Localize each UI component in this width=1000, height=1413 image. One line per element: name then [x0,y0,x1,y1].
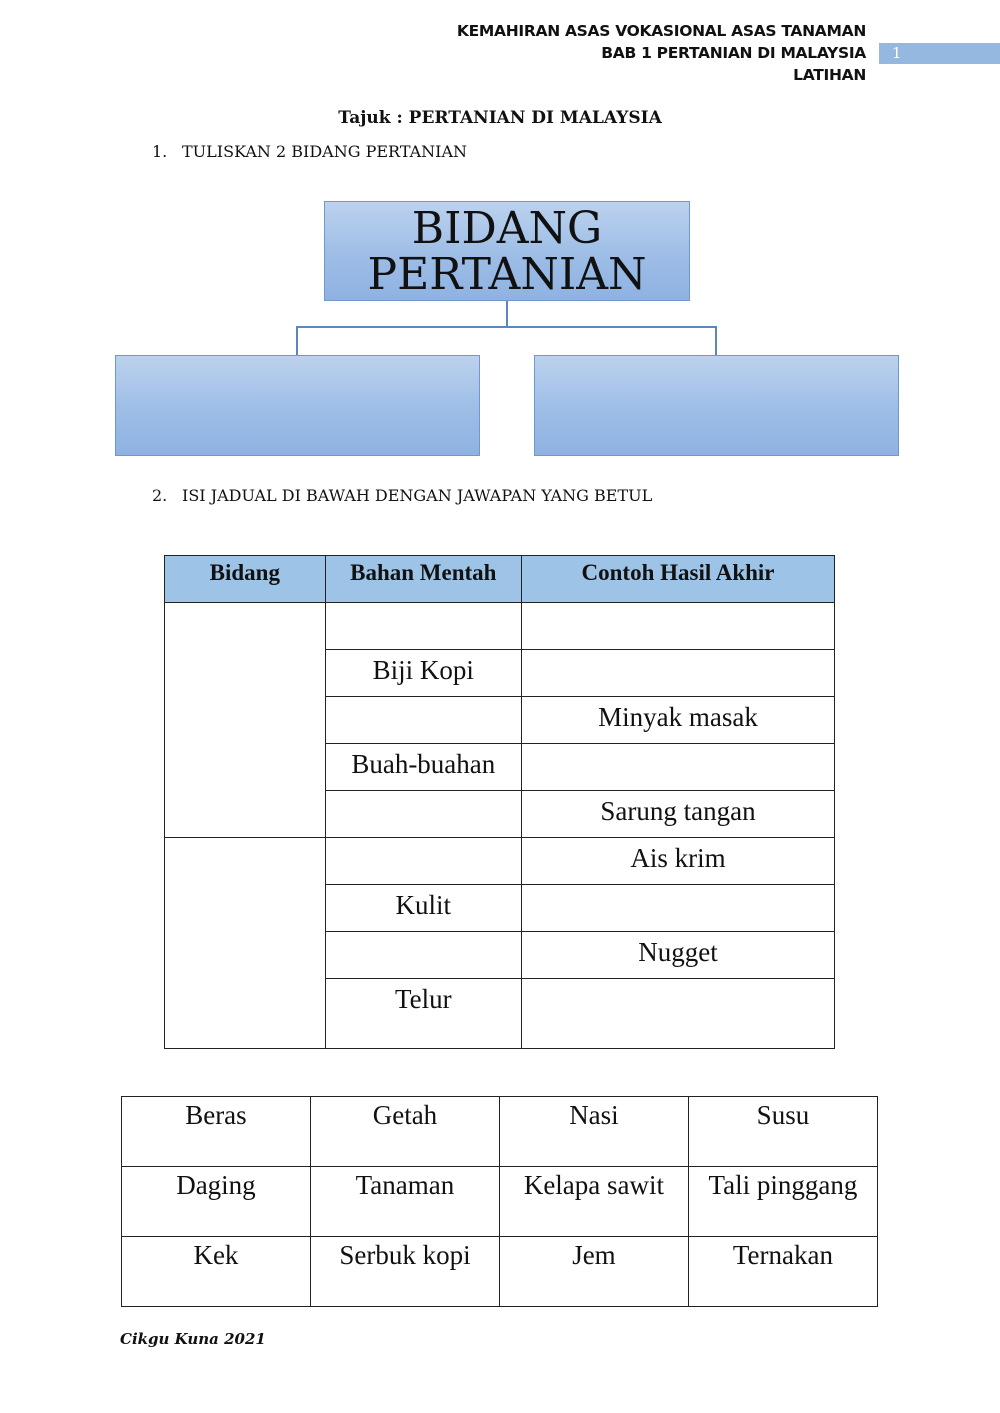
word-bank-item[interactable]: Daging [122,1167,311,1237]
bahan-cell: Kulit [325,885,521,932]
word-bank-item[interactable]: Beras [122,1097,311,1167]
header-line-1: KEMAHIRAN ASAS VOKASIONAL ASAS TANAMAN [456,22,866,40]
footer-author: Cikgu Kuna 2021 [120,1330,266,1348]
bahan-cell[interactable] [325,932,521,979]
page-title: Tajuk : PERTANIAN DI MALAYSIA [338,108,662,128]
header-line-2: BAB 1 PERTANIAN DI MALAYSIA [601,44,866,62]
header-bahan-mentah: Bahan Mentah [325,556,521,603]
word-bank-item[interactable]: Jem [500,1237,689,1307]
bahan-cell: Telur [325,979,521,1049]
header-bidang: Bidang [165,556,326,603]
word-bank-row [122,1237,878,1307]
header-contoh-hasil-akhir: Contoh Hasil Akhir [522,556,835,603]
hasil-cell[interactable] [522,979,835,1049]
hasil-cell[interactable] [522,744,835,791]
hasil-cell: Minyak masak [522,697,835,744]
connector-horizontal [296,326,717,328]
word-bank-item[interactable]: Tali pinggang [688,1167,877,1237]
question-1-number: 1. [152,142,168,161]
diagram-root-box [324,201,690,301]
word-bank-row [122,1097,878,1167]
hasil-cell[interactable] [522,885,835,932]
bidang-cell-2[interactable] [165,838,326,1049]
word-bank-row [122,1167,878,1237]
bahan-cell[interactable] [325,838,521,885]
table-row [165,838,835,885]
document-header [457,20,866,86]
hasil-cell: Nugget [522,932,835,979]
bahan-cell[interactable] [325,697,521,744]
connector-vertical-right [715,326,717,355]
page-number: 1 [892,44,902,62]
diagram-root-line-1: BIDANG [411,203,603,254]
question-1-text: TULISKAN 2 BIDANG PERTANIAN [182,142,468,161]
diagram-answer-box-left[interactable] [115,355,480,456]
word-bank-item[interactable]: Tanaman [310,1167,499,1237]
bahan-cell: Buah-buahan [325,744,521,791]
question-2 [152,486,652,505]
answer-table [164,555,835,1049]
connector-vertical-left [296,326,298,355]
hasil-cell[interactable] [522,650,835,697]
table-row [165,603,835,650]
bidang-cell-1[interactable] [165,603,326,838]
question-2-number: 2. [152,486,168,505]
word-bank-item[interactable]: Nasi [500,1097,689,1167]
table-header-row [165,556,835,603]
bahan-cell: Biji Kopi [325,650,521,697]
word-bank-item[interactable]: Kek [122,1237,311,1307]
question-2-text: ISI JADUAL DI BAWAH DENGAN JAWAPAN YANG BETUL [182,486,653,505]
bahan-cell[interactable] [325,603,521,650]
word-bank-item[interactable]: Ternakan [688,1237,877,1307]
word-bank-item[interactable]: Kelapa sawit [500,1167,689,1237]
word-bank-item[interactable]: Getah [310,1097,499,1167]
hasil-cell: Sarung tangan [522,791,835,838]
hasil-cell: Ais krim [522,838,835,885]
connector-vertical-root [506,301,508,327]
header-line-3: LATIHAN [793,66,866,84]
bahan-cell[interactable] [325,791,521,838]
question-1 [152,142,467,161]
diagram-root-line-2: PERTANIAN [367,249,647,300]
word-bank-item[interactable]: Susu [688,1097,877,1167]
diagram-answer-box-right[interactable] [534,355,899,456]
word-bank-item[interactable]: Serbuk kopi [310,1237,499,1307]
hasil-cell[interactable] [522,603,835,650]
word-bank-table [121,1096,878,1307]
